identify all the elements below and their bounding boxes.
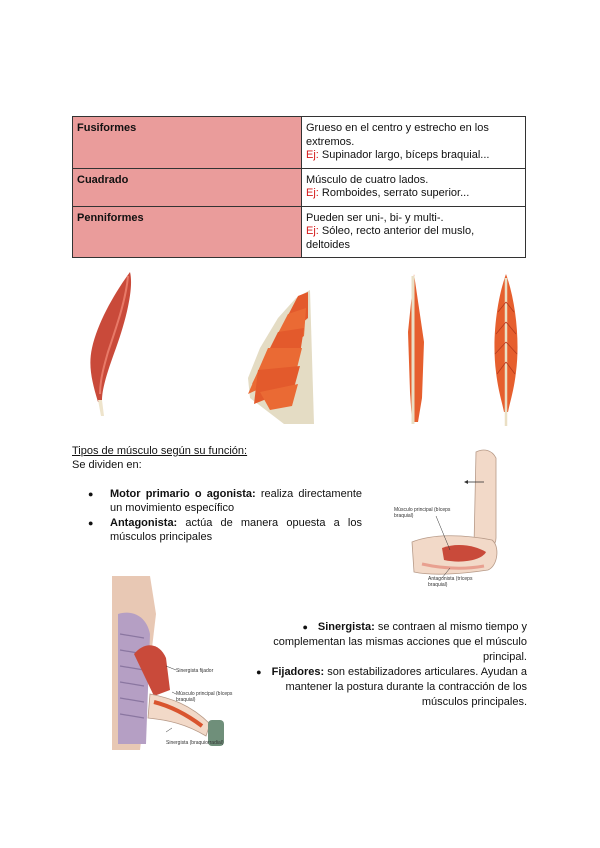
desc-text: Grueso en el centro y estrecho en los extremos. [306, 122, 489, 148]
section-intro: Se dividen en: [72, 459, 142, 471]
example-label: Ej: [306, 187, 319, 199]
desc-text: Músculo de cuatro lados. [306, 173, 429, 186]
example-text: Sóleo, recto anterior del muslo, deltoides [306, 225, 475, 251]
row-name: Cuadrado [73, 168, 302, 206]
list-item [72, 517, 362, 544]
desc-text: Pueden ser uni-, bi- y multi-. [306, 211, 444, 224]
muscle-types-table [72, 116, 526, 258]
list-item [72, 488, 362, 515]
list-text: son estabilizadores articulares. Ayudan a mantener la postura durante la contracción de los músculos principales. [285, 666, 527, 708]
bullet-icon: ● [302, 622, 308, 632]
quadrate-muscle-illustration [240, 288, 320, 426]
right-function-list [252, 620, 527, 710]
row-description [302, 117, 526, 169]
table-row [73, 117, 526, 169]
table-row [73, 206, 526, 258]
row-name: Penniformes [73, 206, 302, 258]
list-term: Motor primario o agonista: [110, 488, 256, 500]
bullet-icon: ● [256, 667, 262, 677]
table-row [73, 168, 526, 206]
example-text: Romboides, serrato superior... [318, 187, 470, 199]
example-label: Ej: [306, 149, 319, 161]
synergist-label: Sinergista (braquiorradial) [166, 740, 224, 746]
agonist-label: Músculo principal (bíceps braquial) [394, 507, 451, 519]
fusiform-muscle-illustration [80, 270, 140, 420]
list-item [252, 665, 527, 710]
row-description [302, 168, 526, 206]
antagonist-label: Antagonista (tríceps braquial) [428, 576, 473, 588]
list-text: realiza directamente un movimiento específico [110, 488, 362, 514]
row-description [302, 206, 526, 258]
list-text: se contraen al mismo tiempo y complementan las mismas acciones que el músculo principal. [273, 621, 527, 663]
fixer-label: Sinergista fijador [176, 668, 214, 674]
example-label: Ej: [306, 225, 319, 237]
bipennate-muscle-illustration [486, 272, 526, 428]
list-term: Antagonista: [110, 517, 178, 529]
list-text: actúa de manera opuesta a los músculos principales [110, 517, 362, 543]
left-function-list [72, 488, 362, 546]
section-heading: Tipos de músculo según su función: [72, 445, 248, 457]
row-name: Fusiformes [73, 117, 302, 169]
unipennate-muscle-illustration [404, 272, 428, 428]
synergist-back-illustration [110, 574, 242, 754]
prime-mover-label: Músculo principal (bíceps braquial) [176, 691, 233, 703]
list-term: Sinergista: [317, 621, 375, 633]
list-item [252, 620, 527, 665]
example-text: Supinador largo, bíceps braquial... [318, 149, 490, 161]
list-term: Fijadores: [271, 666, 325, 678]
